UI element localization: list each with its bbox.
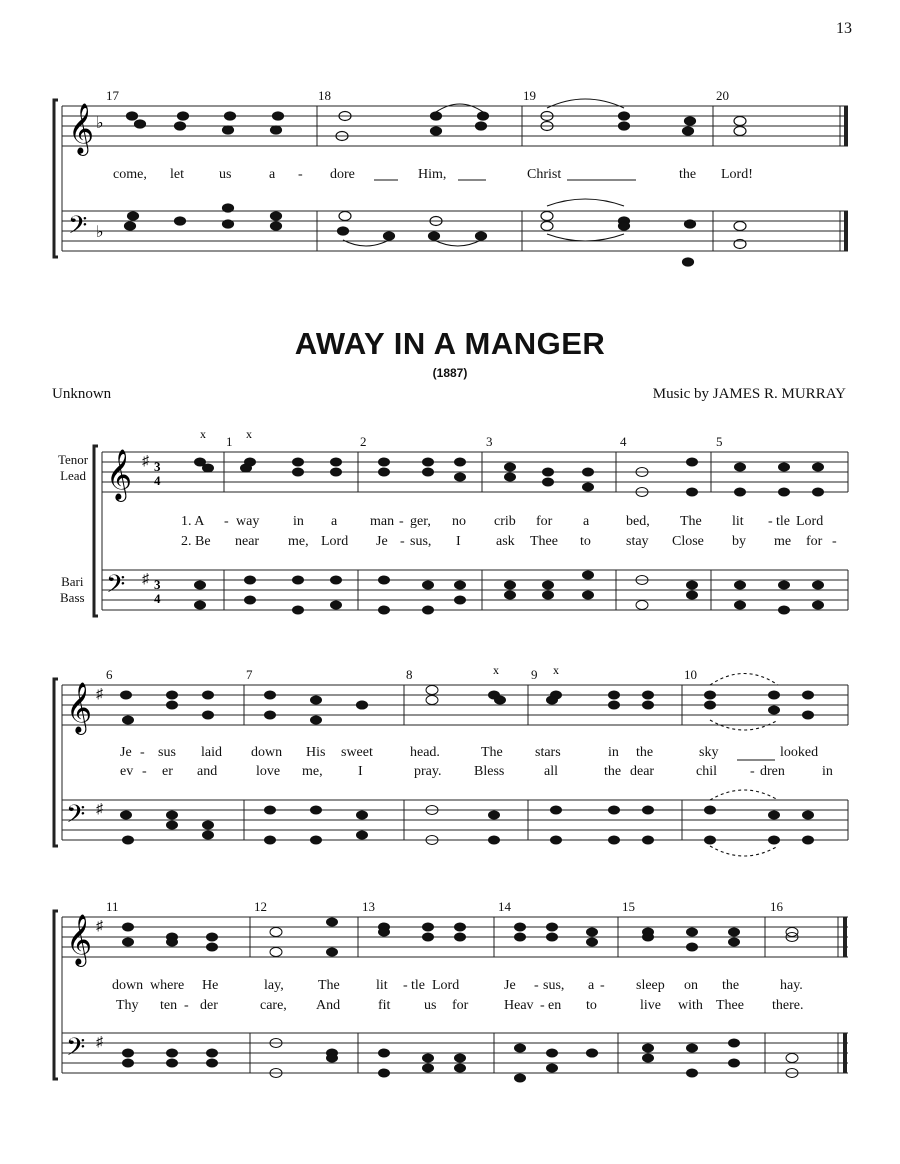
measure-number: 16 — [770, 899, 783, 914]
svg-text:♯: ♯ — [142, 454, 149, 469]
voice-label-tenor: Tenor — [58, 452, 89, 467]
lyric-syllable: us — [219, 167, 232, 182]
measure-number: 12 — [254, 899, 267, 914]
lyric-syllable: the — [636, 745, 654, 760]
measure-number: 6 — [106, 667, 113, 682]
lyric-syllable: sus — [158, 745, 176, 760]
lyric-syllable: 2. Be — [181, 534, 211, 549]
lyric-syllable: hay. — [780, 978, 803, 993]
voice-label-bari: Bari — [61, 574, 84, 589]
lyric-syllable: with — [678, 998, 703, 1013]
lyric-syllable: care, — [260, 998, 287, 1013]
measure-number: 9 — [531, 667, 538, 682]
lyric-syllable: by — [732, 534, 746, 549]
notehead — [123, 1049, 134, 1057]
notehead — [786, 1054, 798, 1063]
lyric-syllable: sky — [699, 745, 719, 760]
svg-text:♯: ♯ — [96, 919, 103, 934]
lyric-syllable: on — [684, 978, 698, 993]
notehead — [423, 1054, 434, 1062]
lyric-syllable: The — [680, 514, 702, 529]
lyric-syllable: - — [750, 764, 755, 779]
lyric-syllable: tle — [776, 514, 790, 529]
notehead — [515, 923, 526, 931]
lyric-syllable: dren — [760, 764, 785, 779]
lyric-syllable: tle — [411, 978, 425, 993]
measure-number: 11 — [106, 899, 119, 914]
lyric-syllable: a — [588, 978, 595, 993]
svg-text:3: 3 — [154, 459, 161, 474]
measure-number: 19 — [523, 88, 536, 103]
lyric-syllable: er — [162, 764, 173, 779]
lyric-syllable: The — [481, 745, 503, 760]
notehead — [270, 928, 282, 937]
svg-text:x: x — [246, 427, 252, 441]
notehead — [455, 1054, 466, 1062]
song-year: (1887) — [432, 366, 468, 380]
measure-number: 8 — [406, 667, 413, 682]
lyric-syllable: a — [583, 514, 590, 529]
measure-number: 15 — [622, 899, 635, 914]
lyric-syllable: - — [142, 764, 147, 779]
notehead — [643, 1044, 654, 1052]
measure-number: 5 — [716, 434, 723, 449]
measure-number: 20 — [716, 88, 729, 103]
lyric-syllable: He — [202, 978, 219, 993]
lyric-syllable: and — [197, 764, 218, 779]
bass-clef-icon: 𝄢 — [66, 1033, 86, 1068]
lyric-syllable: Lord — [432, 978, 460, 993]
lyric-syllable: the — [604, 764, 622, 779]
lyric-syllable: me, — [302, 764, 323, 779]
lyric-syllable: His — [306, 745, 326, 760]
lyric-syllable: near — [235, 534, 260, 549]
lyric-syllable: laid — [201, 745, 222, 760]
lyric-syllable: I — [358, 764, 363, 779]
measure-number: 18 — [318, 88, 331, 103]
lyric-syllable: en — [548, 998, 562, 1013]
measure-number: 17 — [106, 88, 119, 103]
lyric-syllable: Thee — [716, 998, 744, 1013]
lyric-syllable: a — [269, 167, 276, 182]
treble-clef-icon: 𝄞 — [106, 449, 133, 500]
bass-clef-icon: 𝄢 — [66, 800, 86, 835]
notehead — [455, 923, 466, 931]
notehead — [547, 1064, 558, 1072]
treble-clef-icon: 𝄞 — [66, 914, 93, 965]
lyric-syllable: - — [768, 514, 773, 529]
measure-number: 13 — [362, 899, 375, 914]
notehead — [207, 943, 218, 951]
lyric-syllable: all — [544, 764, 558, 779]
lyric-syllable: sus, — [543, 978, 565, 993]
notehead — [587, 938, 598, 946]
lyric-syllable: Thee — [530, 534, 558, 549]
lyric-syllable: ger, — [410, 514, 431, 529]
notehead — [167, 1059, 178, 1067]
svg-text:♭: ♭ — [96, 224, 104, 241]
notehead — [123, 938, 134, 946]
lyric-syllable: the — [722, 978, 740, 993]
measure-number: 3 — [486, 434, 493, 449]
lyric-syllable: Je — [376, 534, 388, 549]
lyric-syllable: sleep — [636, 978, 665, 993]
lyric-syllable: Lord! — [721, 167, 753, 182]
notehead — [327, 1054, 338, 1062]
lyric-syllable: a — [331, 514, 338, 529]
lyric-syllable: man — [370, 514, 395, 529]
lyric-syllable: - — [184, 998, 189, 1013]
lyric-syllable: lay, — [264, 978, 284, 993]
lyric-syllable: love — [256, 764, 281, 779]
notehead — [587, 928, 598, 936]
lyric-syllable: - — [298, 167, 303, 182]
notehead — [379, 1069, 390, 1077]
lyric-syllable: fit — [378, 998, 391, 1013]
notehead — [207, 1049, 218, 1057]
lyric-syllable: Je — [504, 978, 516, 993]
notehead — [167, 1049, 178, 1057]
lyric-syllable: - — [400, 534, 405, 549]
lyric-syllable: come, — [113, 167, 147, 182]
lyric-syllable: in — [608, 745, 619, 760]
measure-number: 7 — [246, 667, 253, 682]
treble-clef-icon: 𝄞 — [68, 103, 95, 154]
svg-text:x: x — [493, 663, 499, 677]
lyric-syllable: Je — [120, 745, 132, 760]
svg-text:x: x — [553, 663, 559, 677]
notehead — [379, 928, 390, 936]
notehead — [207, 933, 218, 941]
lyric-syllable: where — [150, 978, 185, 993]
lyric-syllable: to — [586, 998, 597, 1013]
svg-text:♭: ♭ — [96, 115, 104, 132]
lyric-syllable: Christ — [527, 167, 562, 182]
lyric-syllable: live — [640, 998, 661, 1013]
lyric-syllable: - — [534, 978, 539, 993]
notehead — [455, 933, 466, 941]
measure-number: 2 — [360, 434, 367, 449]
page-number: 13 — [836, 20, 852, 37]
notehead — [207, 1059, 218, 1067]
svg-text:3: 3 — [154, 577, 161, 592]
lyric-syllable: Lord — [321, 534, 349, 549]
notehead — [643, 1054, 654, 1062]
svg-text:4: 4 — [154, 591, 161, 606]
notehead — [515, 1074, 526, 1082]
lyric-syllable: stay — [626, 534, 649, 549]
lyricist-credit: Unknown — [52, 386, 112, 402]
lyric-syllable: ten — [160, 998, 178, 1013]
notehead — [729, 1039, 740, 1047]
lyric-syllable: dear — [630, 764, 655, 779]
lyric-syllable: let — [170, 167, 184, 182]
lyric-syllable: Bless — [474, 764, 505, 779]
lyric-syllable: chil — [696, 764, 717, 779]
notehead — [515, 1044, 526, 1052]
lyric-syllable: 1. A — [181, 514, 205, 529]
lyric-syllable: - — [140, 745, 145, 760]
lyric-syllable: Heav — [504, 998, 534, 1013]
lyric-syllable: sweet — [341, 745, 373, 760]
lyric-syllable: - — [832, 534, 837, 549]
notehead — [643, 933, 654, 941]
lyric-syllable: bed, — [626, 514, 650, 529]
measure-number: 10 — [684, 667, 697, 682]
treble-clef-icon: 𝄞 — [66, 682, 93, 733]
lyric-syllable: there. — [772, 998, 804, 1013]
notehead — [423, 1064, 434, 1072]
lyric-syllable: down — [251, 745, 283, 760]
lyric-syllable: Close — [672, 534, 704, 549]
lyric-syllable: - — [399, 514, 404, 529]
lyric-syllable: dore — [330, 167, 355, 182]
notehead — [547, 933, 558, 941]
notehead — [327, 948, 338, 956]
lyric-syllable: for — [452, 998, 469, 1013]
lyric-syllable: the — [679, 167, 697, 182]
lyric-syllable: - — [403, 978, 408, 993]
notehead — [547, 1049, 558, 1057]
svg-text:♯: ♯ — [96, 1035, 103, 1050]
notehead — [687, 1069, 698, 1077]
lyric-syllable: no — [452, 514, 466, 529]
lyric-syllable: in — [293, 514, 304, 529]
lyric-syllable: way — [236, 514, 260, 529]
notehead — [547, 923, 558, 931]
bass-clef-icon: 𝄢 — [106, 570, 126, 605]
notehead — [327, 918, 338, 926]
svg-text:♯: ♯ — [142, 572, 149, 587]
lyric-syllable: lit — [376, 978, 388, 993]
lyric-syllable: Him, — [418, 167, 447, 182]
measure-number: 4 — [620, 434, 627, 449]
lyric-syllable: - — [540, 998, 545, 1013]
voice-label-bass: Bass — [60, 590, 85, 605]
measure-number: 1 — [226, 434, 233, 449]
notehead — [423, 933, 434, 941]
lyric-syllable: me, — [288, 534, 309, 549]
composer-credit: Music by JAMES R. MURRAY — [652, 386, 846, 402]
lyric-syllable: down — [112, 978, 144, 993]
svg-text:♯: ♯ — [96, 802, 103, 817]
notehead — [423, 923, 434, 931]
lyric-syllable: Thy — [116, 998, 139, 1013]
lyric-syllable: for — [536, 514, 553, 529]
bass-clef-icon: 𝄢 — [68, 211, 88, 246]
lyric-syllable: - — [600, 978, 605, 993]
voice-label-lead: Lead — [60, 468, 87, 483]
lyric-syllable: head. — [410, 745, 440, 760]
lyric-syllable: Lord — [796, 514, 824, 529]
svg-text:♯: ♯ — [96, 687, 103, 702]
measure-number: 14 — [498, 899, 511, 914]
lyric-syllable: der — [200, 998, 218, 1013]
lyric-syllable: - — [224, 514, 229, 529]
notehead — [123, 923, 134, 931]
song-title: AWAY IN A MANGER — [294, 326, 606, 361]
lyric-syllable: us — [424, 998, 437, 1013]
lyric-syllable: ask — [496, 534, 515, 549]
notehead — [455, 1064, 466, 1072]
lyric-syllable: ev — [120, 764, 134, 779]
notehead — [729, 938, 740, 946]
notehead — [729, 928, 740, 936]
lyric-syllable: And — [316, 998, 341, 1013]
notehead — [587, 1049, 598, 1057]
notehead — [687, 928, 698, 936]
lyric-syllable: stars — [535, 745, 561, 760]
lyric-syllable: for — [806, 534, 823, 549]
lyric-syllable: The — [318, 978, 340, 993]
lyric-syllable: me — [774, 534, 792, 549]
lyric-syllable: in — [822, 764, 833, 779]
lyric-syllable: I — [456, 534, 461, 549]
notehead — [379, 1049, 390, 1057]
lyric-syllable: lit — [732, 514, 744, 529]
notehead — [515, 933, 526, 941]
notehead — [729, 1059, 740, 1067]
notehead — [687, 1044, 698, 1052]
notehead — [687, 943, 698, 951]
svg-text:4: 4 — [154, 473, 161, 488]
svg-text:x: x — [200, 427, 206, 441]
lyric-syllable: pray. — [414, 764, 442, 779]
lyric-syllable: looked — [780, 745, 819, 760]
lyric-syllable: crib — [494, 514, 516, 529]
lyric-syllable: to — [580, 534, 591, 549]
notehead — [167, 938, 178, 946]
notehead — [123, 1059, 134, 1067]
notehead — [270, 948, 282, 957]
lyric-syllable: sus, — [410, 534, 432, 549]
